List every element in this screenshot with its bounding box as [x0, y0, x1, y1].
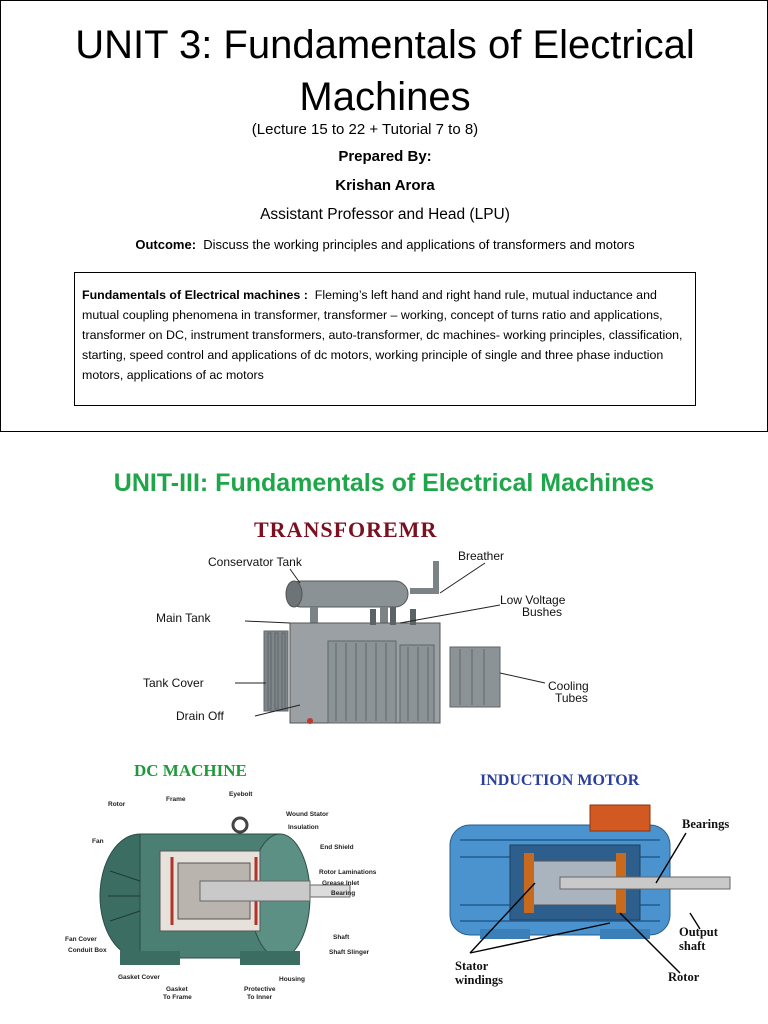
- label-dc-to-inner: To Inner: [247, 994, 273, 1001]
- syllabus-box: [74, 272, 696, 406]
- label-dc-shaft-slinger: Shaft Slinger: [329, 949, 370, 956]
- label-low-voltage: Low Voltage: [500, 593, 566, 607]
- label-dc-end-shield: End Shield: [320, 844, 354, 851]
- label-dc-shaft: Shaft: [333, 934, 350, 941]
- label-bushes: Bushes: [522, 605, 563, 619]
- author-name: Krishan Arora: [335, 177, 435, 194]
- syllabus-heading: Fundamentals of Electrical machines :: [82, 288, 308, 302]
- label-breather: Breather: [458, 549, 505, 563]
- label-dc-protective: Protective: [244, 986, 276, 993]
- label-dc-gasket: Gasket: [166, 986, 188, 993]
- slide-title-line-1: UNIT 3: Fundamentals of Electrical: [75, 23, 695, 67]
- label-dc-gasket-cover: Gasket Cover: [118, 974, 160, 981]
- label-dc-grease-inlet: Grease Inlet: [322, 880, 360, 887]
- label-im-rotor: Rotor: [668, 970, 700, 984]
- label-conservator-tank: Conservator Tank: [208, 555, 302, 569]
- slide2-title: UNIT-III: Fundamentals of Electrical Machines: [113, 469, 655, 497]
- dc-machine-title: DC MACHINE: [134, 761, 247, 780]
- label-tubes: Tubes: [555, 691, 588, 705]
- label-dc-bearing: Bearing: [331, 890, 356, 897]
- outcome-label: Outcome:: [135, 237, 197, 252]
- label-dc-housing: Housing: [279, 976, 305, 983]
- label-im-bearings: Bearings: [682, 817, 730, 831]
- label-dc-conduit-box: Conduit Box: [68, 947, 107, 954]
- label-cooling: Cooling: [548, 679, 589, 693]
- outcome-text: Discuss the working principles and applications of transformers and motors: [203, 237, 635, 252]
- label-dc-insulation: Insulation: [288, 824, 319, 831]
- label-dc-fan: Fan: [92, 838, 104, 845]
- syllabus-text: Fleming’s left hand and right hand rule, mutual inductance and mutual coupling phenomena in transformer, transformer – working, concept of turns ratio and applications, transformer on DC, instrument transformers, auto-transformer, dc machines- working principles, classification, starting, speed control and applications of dc motors, working principle of single and three phase induction motors, applications of ac motors: [82, 288, 683, 382]
- label-dc-wound-stator: Wound Stator: [286, 811, 329, 818]
- label-main-tank: Main Tank: [156, 611, 211, 625]
- label-drain-off: Drain Off: [176, 709, 224, 723]
- label-im-windings: windings: [455, 973, 503, 987]
- label-dc-rotor-laminations: Rotor Laminations: [319, 869, 377, 876]
- label-im-stator: Stator: [455, 959, 489, 973]
- label-dc-rotor: Rotor: [108, 801, 126, 808]
- machines-slide: [0, 443, 768, 1024]
- label-tank-cover: Tank Cover: [143, 676, 204, 690]
- label-im-shaft: shaft: [679, 939, 706, 953]
- outcome-line: [1, 237, 768, 252]
- induction-motor-title: INDUCTION MOTOR: [480, 772, 640, 789]
- title-slide: [0, 0, 768, 432]
- label-im-output: Output: [679, 925, 718, 939]
- induction-motor-leader-lines: [0, 443, 768, 1024]
- lecture-range: (Lecture 15 to 22 + Tutorial 7 to 8): [251, 121, 479, 138]
- label-dc-frame: Frame: [166, 796, 186, 803]
- label-dc-fan-cover: Fan Cover: [65, 936, 97, 943]
- prepared-by-label: Prepared By:: [338, 148, 432, 165]
- slide-title-line-2: Machines: [299, 75, 471, 119]
- transformer-title: TRANSFOREMR: [254, 517, 438, 542]
- label-dc-to-frame: To Frame: [163, 994, 192, 1001]
- label-dc-eyebolt: Eyebolt: [229, 791, 253, 798]
- author-role: Assistant Professor and Head (LPU): [260, 206, 510, 223]
